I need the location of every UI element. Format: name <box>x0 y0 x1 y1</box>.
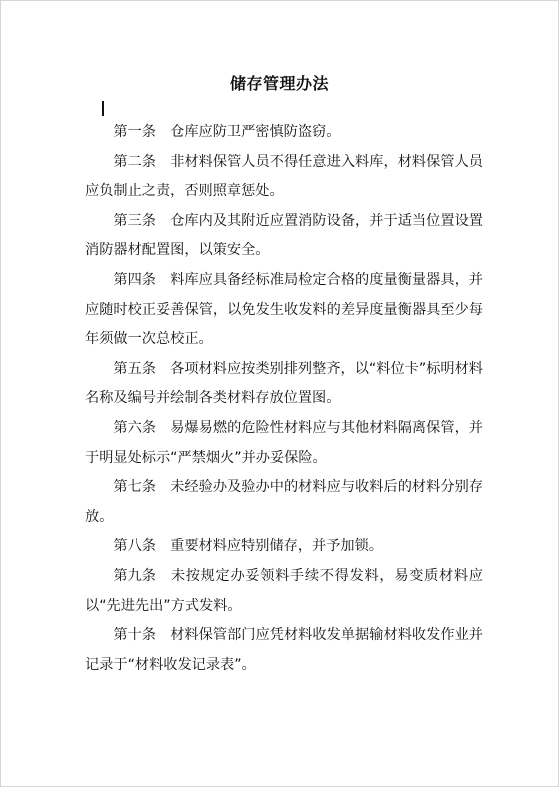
text-cursor <box>102 101 104 116</box>
article-label: 第四条 <box>113 271 156 288</box>
article-text: 料库应具备经标准局检定合格的度量衡量器具，并应随时校正妥善保管，以免发生收发料的差异度量衡器具至少每年须做一次总校正。 <box>85 271 483 348</box>
document-title: 储存管理办法 <box>229 74 329 93</box>
article-1 <box>85 118 483 148</box>
article-text: 材料保管部门应凭材料收发单据输材料收发作业并记录于“材料收发记录表”。 <box>85 627 483 673</box>
article-3 <box>85 207 483 266</box>
article-7 <box>85 473 483 532</box>
article-label: 第一条 <box>113 124 156 140</box>
article-label: 第三条 <box>113 212 156 229</box>
article-text: 各项材料应按类别排列整齐，以“料位卡”标明材料名称及编号并绘制各类材料存放位置图。 <box>85 360 483 407</box>
article-text: 未经验办及验办中的材料应与收料后的材料分别存放。 <box>85 479 483 525</box>
document-body <box>85 118 483 680</box>
article-5 <box>85 355 483 414</box>
article-label: 第十条 <box>113 627 156 644</box>
article-4 <box>85 266 483 355</box>
article-text: 非材料保管人员不得任意进入料库，材料保管人员应负制止之责，否则照章惩处。 <box>85 153 483 200</box>
article-text: 仓库内及其附近应置消防设备，并于适当位置设置消防器材配置图，以策安全。 <box>85 212 483 259</box>
article-9 <box>85 562 483 621</box>
article-label: 第六条 <box>113 419 156 436</box>
article-text: 未按规定办妥领料手续不得发料，易变质材料应以“先进先出”方式发料。 <box>85 567 483 614</box>
article-label: 第八条 <box>113 538 156 555</box>
article-label: 第五条 <box>113 360 156 377</box>
article-label: 第九条 <box>113 567 156 584</box>
article-text: 仓库应防卫严密慎防盗窃。 <box>170 124 341 140</box>
article-6 <box>85 414 483 473</box>
article-2 <box>85 148 483 207</box>
article-label: 第二条 <box>113 153 156 170</box>
article-text: 重要材料应特别储存，并予加锁。 <box>170 538 383 555</box>
article-10 <box>85 621 483 680</box>
article-label: 第七条 <box>113 479 156 496</box>
article-8 <box>85 532 483 562</box>
article-text: 易爆易燃的危险性材料应与其他材料隔离保管，并于明显处标示“严禁烟火”并办妥保险。 <box>85 419 483 466</box>
